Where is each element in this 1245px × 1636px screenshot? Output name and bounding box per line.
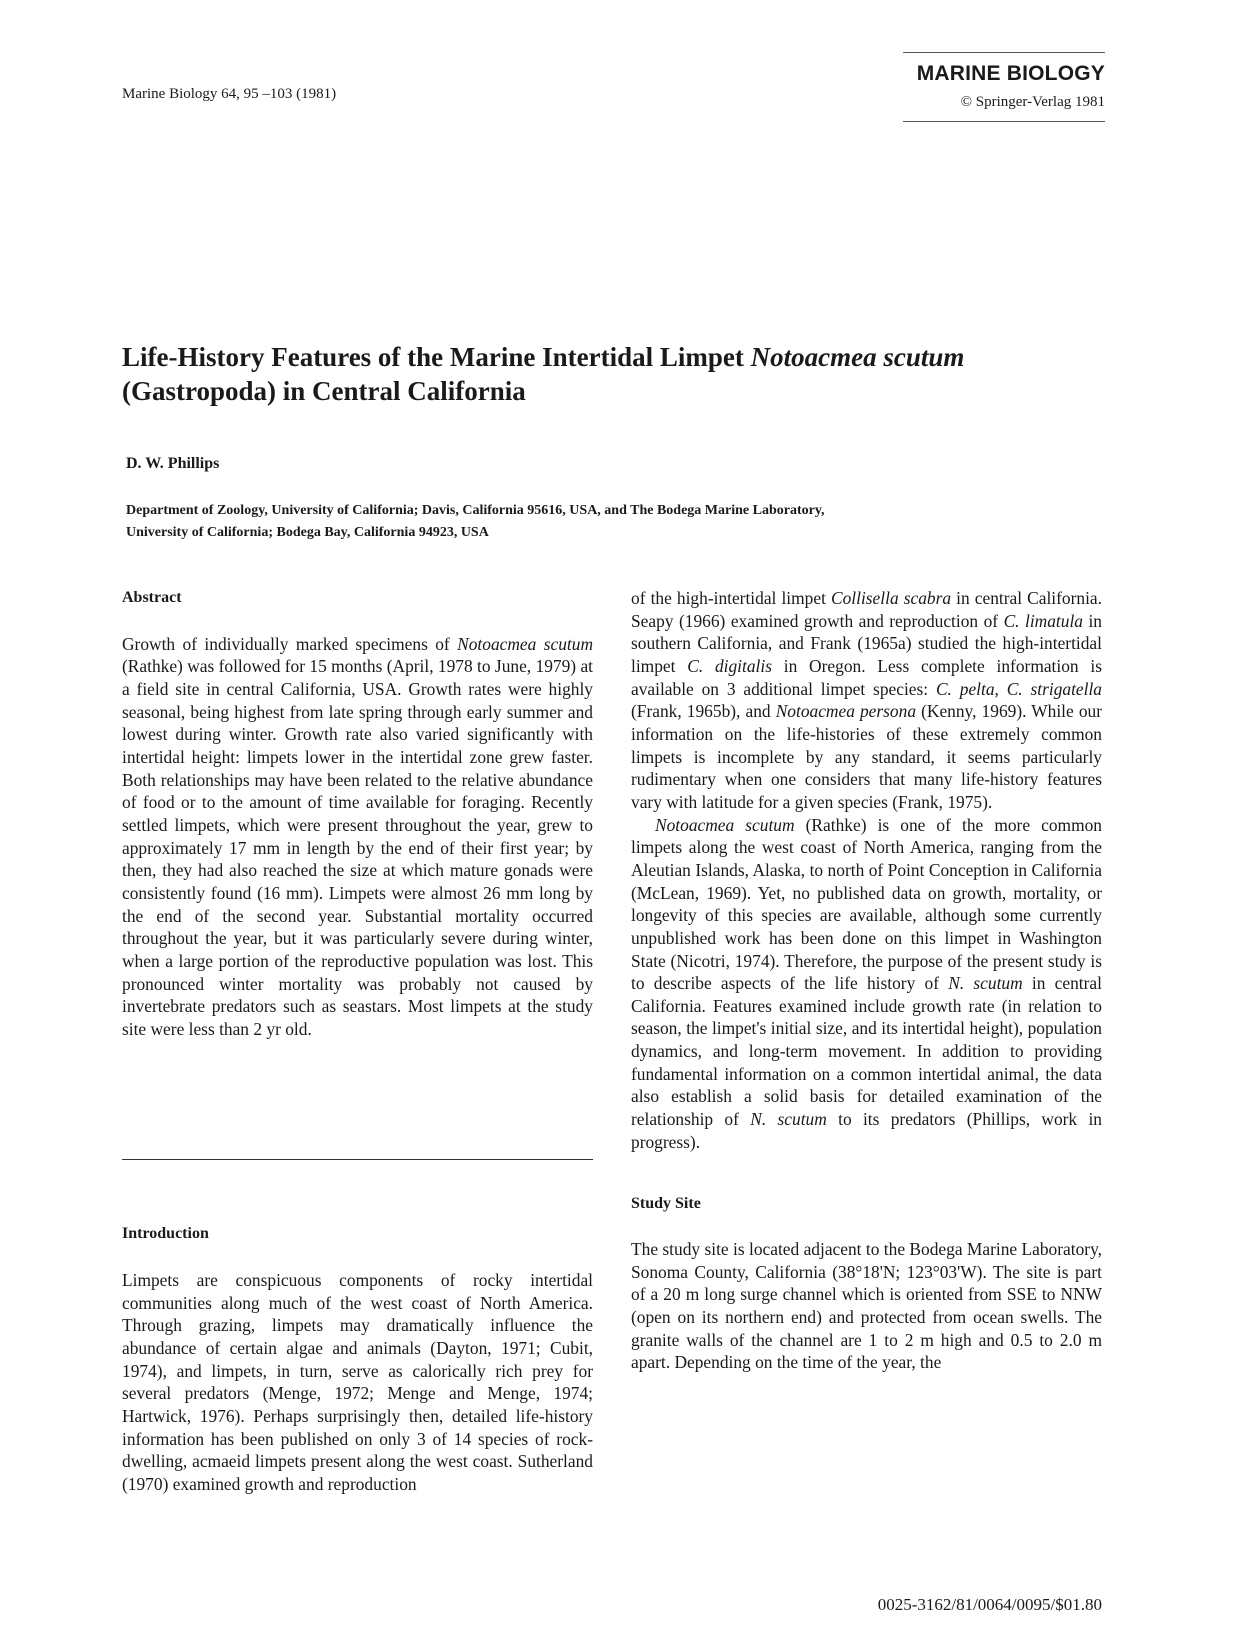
title-line-2: (Gastropoda) in Central California xyxy=(122,376,526,406)
masthead-bottom-rule xyxy=(903,121,1105,122)
journal-citation: Marine Biology 64, 95 –103 (1981) xyxy=(122,86,337,102)
left-column xyxy=(122,587,593,1496)
article-code: 0025-3162/81/0064/0095/$01.80 xyxy=(877,1595,1102,1614)
abstract-spacer xyxy=(122,1040,593,1223)
introduction-text: Limpets are conspicuous components of rocky intertidal communities along much of the west coast of North America. Through grazing, limpets may dramatically influence the abundance of certain algae and animals (Dayton, 1971; Cubit, 1974), and limpets, in turn, serve as calorically rich prey for several predators (Menge, 1972; Menge and Menge, 1974; Hartwick, 1976). Perhaps surprisingly then, detailed life-history information has been published on only 3 of 14 species of rock-dwelling, acmaeid limpets present along the west coast. Sutherland (1970) examined growth and reproduction xyxy=(122,1270,593,1495)
title-line-1: Life-History Features of the Marine Intertidal Limpet Notoacmea scutum xyxy=(122,342,965,372)
section-divider xyxy=(122,1159,593,1160)
journal-name: MARINE BIOLOGY xyxy=(916,62,1105,85)
intro-species-paragraph: Notoacmea scutum (Rathke) is one of the more common limpets along the west coast of North America, ranging from the Aleutian Islands, Alaska, to north of Point Conception in California (McLean, 1969). Yet, no published data on growth, mortality, or longevity of this species are available, although some currently unpublished work has been done on this limpet in Washington State (Nicotri, 1974). Therefore, the purpose of the present study is to describe aspects of the life history of N. scutum in central California. Features examined include growth rate (in relation to season, the limpet's initial size, and its intertidal height), population dynamics, and long-term movement. In addition to providing fundamental information on a common intertidal animal, the data also establish a solid basis for detailed examination of the relationship of N. scutum to its predators (Phillips, work in progress). xyxy=(631,814,1102,1152)
right-column xyxy=(631,587,1102,1374)
study-site-heading: Study Site xyxy=(631,1195,701,1213)
introduction-heading: Introduction xyxy=(122,1225,209,1243)
study-site-spacer xyxy=(631,1153,1102,1193)
study-site-text: The study site is located adjacent to the Bodega Marine Laboratory, Sonoma County, California (38°18'N; 123°03'W). The site is part of a 20 m long surge channel which is oriented from SSE to NNW (open on its northern end) and protected from ocean swells. The granite walls of the channel are 1 to 2 m high and 0.5 to 2.0 m apart. Depending on the time of the year, the xyxy=(631,1239,1102,1373)
author-name: D. W. Phillips xyxy=(126,455,220,472)
copyright-notice: © Springer-Verlag 1981 xyxy=(960,94,1105,110)
abstract-text: Growth of individually marked specimens of Notoacmea scutum (Rathke) was followed for 15 months (April, 1978 to June, 1979) at a field site in central California, USA. Growth rates were highly seasonal, being highest from late spring through early summer and lowest during winter. Growth rate also varied significantly with intertidal height: limpets lower in the intertidal zone grew faster. Both relationships may have been related to the relative abundance of food or to the amount of time available for foraging. Recently settled limpets, which were present throughout the year, grew to approximately 17 mm in length by the end of their first year; by then, they had also reached the size at which mature gonads were consistently found (16 mm). Limpets were almost 26 mm long by the end of the second year. Substantial mortality occurred throughout the year, but it was particularly severe during winter, when a large portion of the reproductive population was lost. This pronounced winter mortality was probably not caused by invertebrate predators such as seastars. Most limpets at the study site were less than 2 yr old. xyxy=(122,633,593,1039)
title-species-name: Notoacmea scutum xyxy=(750,342,965,372)
abstract-heading: Abstract xyxy=(122,589,182,606)
masthead-top-rule xyxy=(903,52,1105,53)
article-title xyxy=(122,340,1082,408)
journal-masthead xyxy=(903,52,1105,122)
intro-continued-paragraph: of the high-intertidal limpet Collisella scabra in central California. Seapy (1966) examined growth and reproduction of C. limatula in southern California, and Frank (1965a) studied the high-intertidal limpet C. digitalis in Oregon. Less complete information is available on 3 additional limpet species: C. pelta, C. strigatella (Frank, 1965b), and Notoacmea persona (Kenny, 1969). While our information on the life-histories of these extremely common limpets is incomplete by any standard, it seems particularly rudimentary when one considers that many life-history features vary with latitude for a given species (Frank, 1975). xyxy=(631,588,1103,812)
author-affiliation: Department of Zoology, University of California; Davis, California 95616, USA, and The Bodega Marine Laboratory, University of California; Bodega Bay, California 94923, USA xyxy=(126,503,825,540)
